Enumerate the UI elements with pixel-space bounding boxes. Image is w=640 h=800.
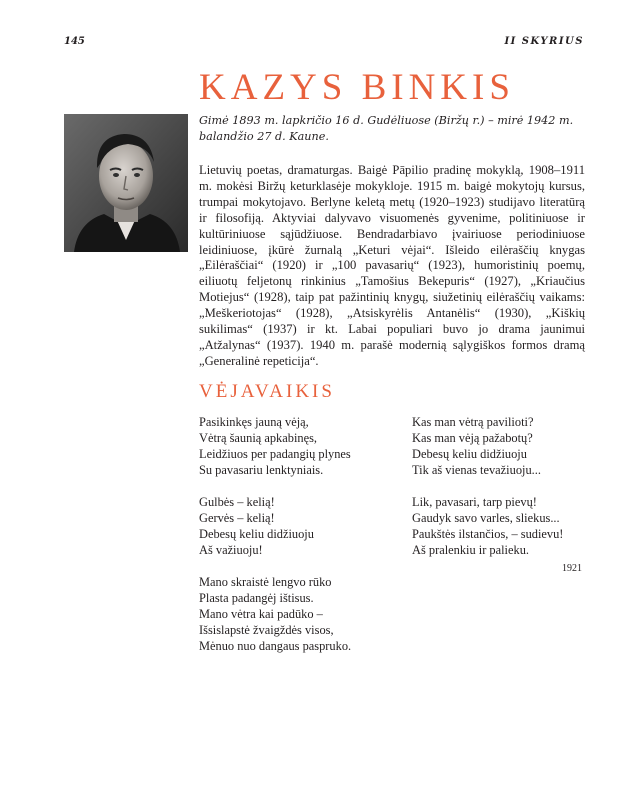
poem-year: 1921 [562,563,582,574]
poem-line: Leidžiuos per padangių plynes [199,447,351,461]
poem-line: Gulbės – kelią! [199,495,275,509]
stanza [199,494,399,558]
poem-line: Su pavasariu lenktyniais. [199,463,324,477]
page-number: 145 [64,36,85,47]
author-name-title: KAZYS BINKIS [199,67,515,108]
poem-line: Lik, pavasari, tarp pievų! [412,495,537,509]
poem-column-right [412,414,612,574]
poem-line: Aš pralenkiu ir palieku. [412,543,529,557]
poem-line: Debesų keliu didžiuoju [199,527,314,541]
poem-column-left [199,414,399,670]
poem-line: Mano skraistė lengvo rūko [199,575,332,589]
author-portrait [64,114,188,252]
poem-line: Vėtrą šaunią apkabinęs, [199,431,318,445]
poem-line: Mėnuo nuo dangaus paspruko. [199,639,352,653]
stanza [412,494,612,558]
poem-line: Tik aš vienas tevažiuoju... [412,463,541,477]
poem-line: Išsislapstė žvaigždės visos, [199,623,334,637]
stanza [199,574,399,654]
poem-line: Debesų keliu didžiuoju [412,447,527,461]
poem-line: Paukštės ilstančios, – sudievu! [412,527,564,541]
section-header: II SKYRIUS [504,36,584,47]
poem-line: Kas man vėją pažabotų? [412,431,533,445]
birth-death-info: Gimė 1893 m. lapkričio 16 d. Gudėliuose (Biržų r.) – mirė 1942 m. balandžio 27 d. Kaune. [199,114,574,143]
poem-line: Mano vėtra kai padūko – [199,607,323,621]
poem-line: Gervės – kelią! [199,511,275,525]
poem-line: Plasta padangėj ištisus. [199,591,314,605]
author-biography: Lietuvių poetas, dramaturgas. Baigė Pāpilio pradinę mokyklą, 1908–1911 m. mokėsi Biržų keturklasėje mokykloje. 1915 m. baigė mokytojų kursus, trumpai mokytojavo. Berlyne keletą metų (1920–1923) studijavo literatūrą ir filosofiją. Aktyviai dalyvavo visuomenės gyvenime, politiniuose ir kultūriniuose sąjūdžiuose. Bendradarbiavo įvairiuose periodiniuose leidiniuose, įkūrė žurnalą „Keturi vėjai“. Išleido eilėraščių knygas „Eilėraščiai“ (1920) ir „100 pavasarių“ (1923), humoristinių poemų, eiliuotų feljetonų rinkinius „Tamošius Bekepuris“ (1927), „Kriaučius Motiejus“ (1928), taip pat pažintinių knygų, siužetinių eilėraščių vaikams: „Meškeriotojas“ (1928), „Atsiskyrėlis Antanėlis“ (1930), „Kiškių sukilimas“ (1937) ir kt. Labai populiari buvo jo drama jaunimui „Atžalynas“ (1937). 1940 m. parašė modernią sąlygiškos formos dramą „Generalinė repeticija“. [199,163,585,368]
poem-line: Aš važiuoju! [199,543,263,557]
poem-line: Gaudyk savo varles, sliekus... [412,511,560,525]
poem-line: Kas man vėtrą pavilioti? [412,415,534,429]
stanza [412,414,612,478]
poem-title: VĖJAVAIKIS [199,381,335,402]
poem-line: Pasikinkęs jauną vėją, [199,415,309,429]
stanza [199,414,399,478]
